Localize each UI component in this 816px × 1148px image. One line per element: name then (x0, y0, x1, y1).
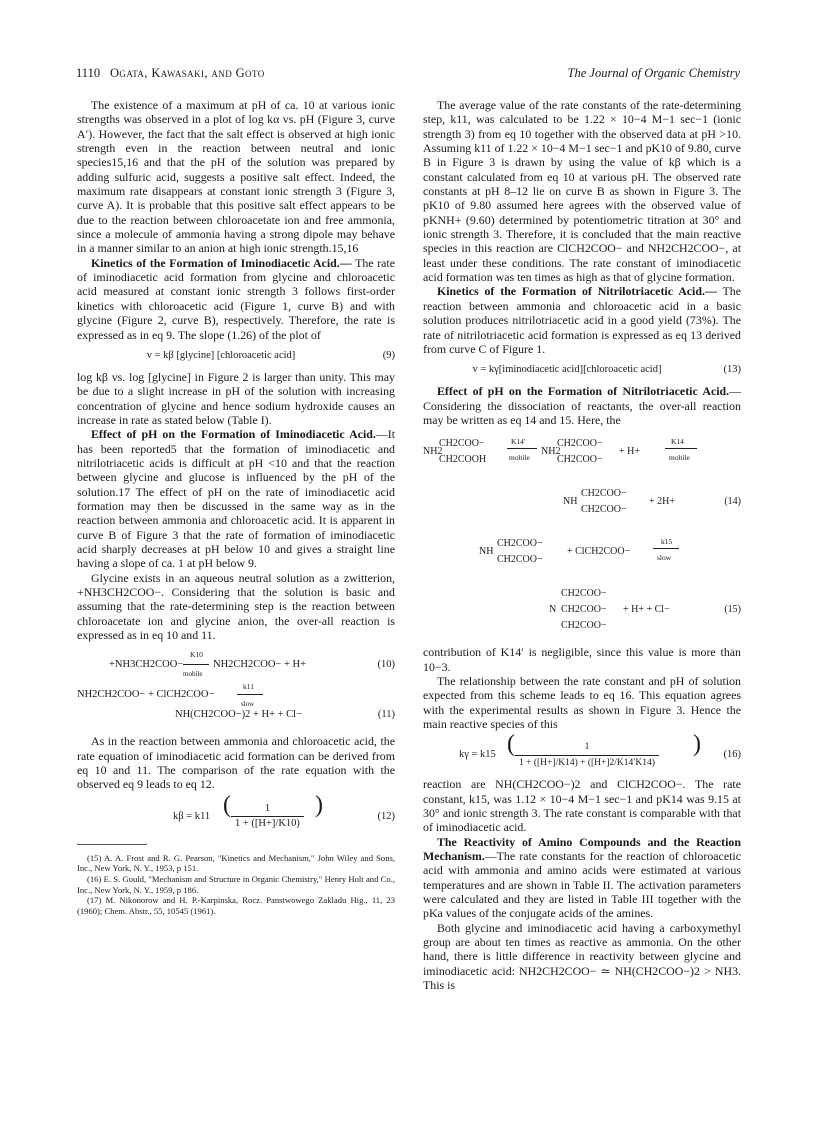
eq10-arrow (183, 664, 209, 665)
eq16-close-paren: ) (693, 731, 701, 758)
equation-number-14: (14) (724, 496, 741, 508)
scheme-arrow-1 (507, 448, 537, 449)
scheme-amine-2: NH2 (541, 446, 561, 458)
paragraph (423, 384, 741, 427)
paragraph: The average value of the rate constants of the rate-determining step, k11, was calculated to be 1.22 × 10−4 M−1 sec−1 (ionic strength 3) from eq 10 together with the observed data at pH >10. Assuming k11 of 1.22 × 10−4 M−1 sec−1 and pK10 of 9.80, curve B in Figure 3 is drawn by using the value of kβ which is a constant calculated from eq 10 at various pH. The observed rate constants at pH 8–12 lie on curve B as shown in Figure 3. The pK10 of 9.80 assumed here agrees with the observed value of pKNH+ (9.60) determined by potentiometric titration at 30° and ionic strength 3. Therefore, it is concluded that the main reactive species in this reaction are ClCH2COO− and NH2CH2COO−, at least under these conditions. The rate constant of iminodiacetic acid formation was ten times as high as that of glycine formation. (423, 98, 741, 285)
equation-12 (77, 791, 395, 834)
eq10-note: mobile (183, 670, 203, 679)
scheme-arrow-3 (653, 548, 679, 549)
equation-number: (9) (382, 349, 395, 361)
section-heading: Effect of pH on the Formation of Iminodiacetic Acid. (91, 427, 376, 442)
equation-body: v = kγ[iminodiacetic acid][chloroacetic acid] (472, 364, 662, 376)
eq16-lhs: kγ = k15 (459, 749, 496, 761)
scheme-branch-1-bottom: CH2COOH (439, 454, 487, 466)
scheme-branch-2-top: CH2COO− (557, 438, 603, 450)
scheme-branch-5-bottom: CH2COO− (561, 620, 607, 632)
equation-number-15: (15) (724, 604, 741, 616)
footnote-rule (77, 844, 147, 845)
eq12-lhs: kβ = k11 (173, 810, 211, 822)
paragraph-text: The rate of iminodiacetic acid formation from glycine and chloroacetic acid measured at constant ionic strength 3 follows first-order kinetics with chloroacetic acid (Figure 1, curve B) and with glycine (Figure 2, curve B), respectively. Therefore, the rate is expressed as in eq 9. The slope (1.26) of the plot of (77, 255, 396, 342)
scheme-branch-1-top: CH2COO− (439, 438, 485, 450)
scheme-plus-2h: + 2H+ (649, 496, 676, 508)
paragraph (423, 835, 741, 921)
scheme-nitrogen: N (549, 604, 557, 616)
scheme-branch-3-top: CH2COO− (581, 488, 627, 500)
paragraph: The relationship between the rate constant and pH of solution expected from this scheme leads to eq 16. This equation agrees with the experimental results as shown in Figure 3. Hence the main reactive species of this (423, 673, 741, 731)
paragraph-text: —The rate constants for the reaction of chloroacetic acid with ammonia and amino acids were estimated at various temperatures and are shown in Table II. The activation parameters were calculated and they are listed in Table III together with the pKa values of the conjugate acids of the amines. (423, 849, 741, 921)
paragraph: contribution of K14′ is negligible, since this value is more than 10−3. (423, 645, 741, 674)
paragraph: log kβ vs. log [glycine] in Figure 2 is larger than unity. This may be due to a slight increase in pH of the solution with increasing concentration of glycine and hence sodium hydroxide causes an increase in rate as stated below (Table I). (77, 369, 395, 427)
eq12-denominator: 1 + ([H+]/K10) (235, 818, 300, 830)
paragraph: Glycine exists in an aqueous neutral solution as a zwitterion, +NH3CH2COO−. Considering that the solution is basic and assuming that the rate-determining step is the reaction between chloroacetate ion and glycine anion, the over-all reaction is expressed as in eq 10 and 11. (77, 570, 395, 643)
scheme-mobile-1: mobile (509, 453, 530, 463)
eq16-open-paren: ( (507, 731, 515, 758)
equation-13 (423, 360, 741, 380)
scheme-plus-chloroacetate: + ClCH2COO− (567, 546, 631, 558)
eq12-fraction (231, 802, 304, 832)
paragraph-text: The reaction between ammonia and chloroacetic acid in a basic solution produces nitrilotriacetic acid in a good yield (73%). The rate of nitrilotriacetic acid formation is expressed as eq 13 derived from curve C of Figure 1. (423, 284, 741, 356)
paragraph: reaction are NH(CH2COO−)2 and ClCH2COO−. The rate constant, k15, was 1.12 × 10−4 M−1 sec−1 and pK14 was 9.15 at 30° and ionic strength 3. The rate constant is comparable with that of iminodiacetic acid. (423, 777, 741, 835)
journal-title: The Journal of Organic Chemistry (567, 66, 740, 80)
eq12-open-paren: ( (223, 791, 231, 818)
scheme-k15: k15 (661, 537, 673, 547)
equation-number: (11) (377, 709, 395, 721)
eq10-left: +NH3CH2COO− (109, 659, 184, 671)
scheme-branch-2-bottom: CH2COO− (557, 454, 603, 466)
footnote-15: (15) A. A. Frost and R. G. Pearson, "Kinetics and Mechanism," John Wiley and Sons, Inc., New York, N. Y., 1953, p 151. (77, 852, 395, 874)
scheme-amine-4: NH (479, 546, 494, 558)
page-number: 1110 (76, 66, 101, 80)
paragraph: Both glycine and iminodiacetic acid having a carboxymethyl group are about ten times as reactive as ammonia. On the other hand, there is little difference in reactivity between glycine and iminodiacetic acid: NH2CH2COO− ≃ NH(CH2COO−)2 > NH3. This is (423, 920, 741, 993)
scheme-slow: slow (657, 553, 672, 563)
eq11-arrow (237, 694, 263, 695)
eq11-note: slow (241, 700, 255, 709)
eq16-numerator: 1 (515, 740, 659, 755)
equation-body: v = kβ [glycine] [chloroacetic acid] (146, 349, 296, 361)
eq10-k: K10 (190, 650, 203, 660)
eq11-right: NH(CH2COO−)2 + H+ + Cl− (175, 709, 303, 721)
scheme-mobile-2: mobile (669, 453, 690, 463)
section-heading: Kinetics of the Formation of Nitrilotriacetic Acid.— (437, 284, 717, 299)
scheme-plus-h-cl: + H+ + Cl− (623, 604, 670, 616)
left-column (77, 98, 395, 916)
paragraph-text: —It has been reported5 that the formation of iminodiacetic and nitrilotriacetic acids is difficult at pH <10 and that the reaction between glycine and glucose is influenced by the pH of the solution.17 The effect of pH on the rate of iminodiacetic acid formation may then be discussed in the same way as in the reaction between ammonia and chloroacetic acid. It is apparent in curve B of Figure 3 that the rate of formation of iminodiacetic acid sharply decreases at pH below 10 and gives a straight line having a slope of ca. 1 at pH below 9. (77, 427, 395, 571)
equation-10 (77, 648, 395, 678)
paragraph: As in the reaction between ammonia and chloroacetic acid, the rate equation of iminodiacetic acid formation can be derived from eq 10 and 11. The comparison of the rate equation with the observed eq 9 leads to eq 12. (77, 734, 395, 792)
running-authors: Ogata, Kawasaki, and Goto (110, 66, 265, 80)
reaction-scheme-14-15 (423, 433, 741, 641)
scheme-k14: K14 (671, 437, 684, 447)
right-column (423, 98, 741, 992)
paragraph (77, 427, 395, 570)
equation-number: (13) (723, 364, 741, 376)
scheme-branch-4-bottom: CH2COO− (497, 554, 543, 566)
equation-number: (10) (377, 659, 395, 671)
footnotes (77, 853, 395, 917)
paragraph (423, 284, 741, 356)
scheme-k14prime: K14′ (511, 437, 526, 447)
scheme-arrow-2 (665, 448, 697, 449)
eq16-fraction (515, 740, 659, 770)
eq12-close-paren: ) (315, 791, 323, 818)
footnote-16: (16) E. S. Gould, "Mechanism and Structure in Organic Chemistry," Henry Holt and Co., Inc., New York, N. Y., 1959, p 186. (77, 873, 395, 895)
paragraph-text: —Considering the dissociation of reactants, the over-all reaction may be written as eq 14 and 15. Here, the (423, 384, 741, 427)
section-heading: Effect of pH on the Formation of Nitrilotriacetic Acid. (437, 384, 730, 399)
scheme-branch-4-top: CH2COO− (497, 538, 543, 550)
eq16-denominator: 1 + ([H+]/K14) + ([H+]2/K14′K14) (519, 757, 655, 768)
scheme-plus-h: + H+ (619, 446, 641, 458)
eq11-left: NH2CH2COO− + ClCH2COO− (77, 689, 215, 701)
paragraph (77, 256, 395, 342)
equation-9 (77, 346, 395, 366)
scheme-branch-5-middle: CH2COO− (561, 604, 607, 616)
eq10-right: NH2CH2COO− + H+ (213, 659, 307, 671)
section-heading: Kinetics of the Formation of Iminodiacetic Acid.— (91, 255, 352, 270)
paragraph: The existence of a maximum at pH of ca. 10 at various ionic strengths was observed in a plot of log kα vs. pH (Figure 3, curve A′). However, the fact that the salt effect is observed at high ionic strength even in the reaction between neutral and ionic species15,16 and that the pH of the solution was prepared by adding sulfuric acid, suggests a positive salt effect. Indeed, the maximum rate disappears at constant ionic strength 3 (Figure 3, curve A). It is probable that this positive salt effect appears to be due to the reaction between chloroacetate ion and free ammonia, since a molecule of ammonia having a strong dipole may behave in a manner similar to an anion at high ionic strength.15,16 (77, 98, 395, 256)
page-header (76, 66, 740, 82)
equation-number: (16) (723, 749, 741, 761)
section-heading: The Reactivity of Amino Compounds and the Reaction Mechanism. (423, 834, 741, 863)
footnote-17: (17) M. Nikonorow and H. P.-Karpinska, Rocz. Panstwowego Zakladu Hig., 11, 23 (1960); Chem. Abstr., 55, 10545 (1961). (77, 895, 395, 916)
equation-number: (12) (377, 810, 395, 822)
scheme-amine-3: NH (563, 496, 578, 508)
equation-16 (423, 731, 741, 771)
equation-11 (77, 684, 395, 728)
scheme-branch-3-bottom: CH2COO− (581, 504, 627, 516)
eq11-k: k11 (243, 682, 254, 692)
scheme-branch-5-top: CH2COO− (561, 588, 607, 600)
scheme-amine-1: NH2 (423, 446, 443, 458)
eq12-numerator: 1 (231, 802, 304, 817)
